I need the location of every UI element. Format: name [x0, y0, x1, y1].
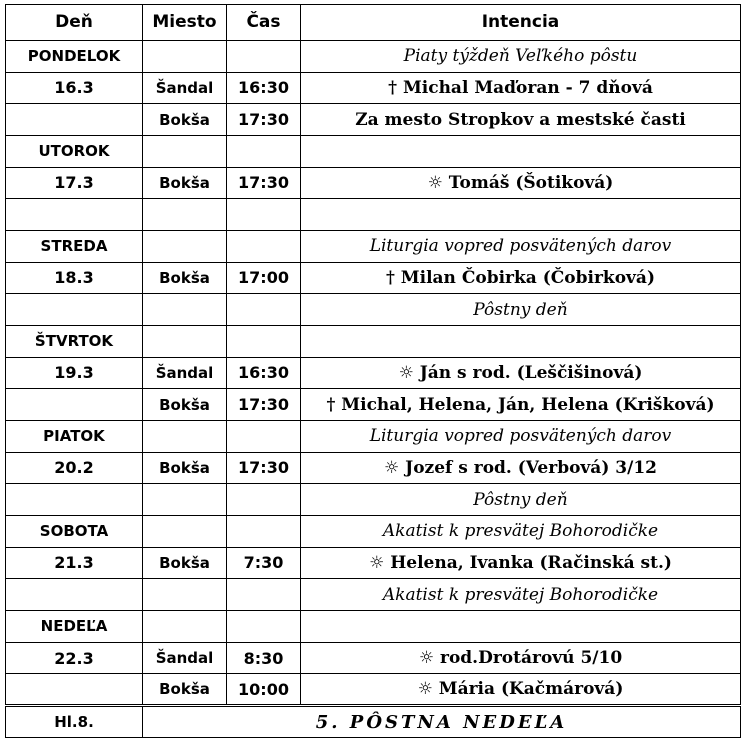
table-row	[6, 104, 741, 136]
day-cell: SOBOTA	[6, 515, 143, 547]
place-cell: Bokša	[143, 167, 227, 199]
place-cell	[143, 199, 227, 231]
table-row	[6, 642, 741, 674]
table-row	[6, 420, 741, 452]
table-row	[6, 230, 741, 262]
intent-cell	[301, 325, 741, 357]
footer-row	[6, 706, 741, 738]
day-cell	[6, 484, 143, 516]
place-cell: Bokša	[143, 547, 227, 579]
place-cell	[143, 611, 227, 643]
time-cell	[227, 420, 301, 452]
header-intent: Intencia	[301, 5, 741, 41]
time-cell	[227, 515, 301, 547]
place-cell	[143, 230, 227, 262]
place-cell: Bokša	[143, 452, 227, 484]
time-cell	[227, 611, 301, 643]
place-cell: Bokša	[143, 674, 227, 706]
day-cell: 16.3	[6, 72, 143, 104]
time-cell: 17:30	[227, 167, 301, 199]
table-row	[6, 199, 741, 231]
intent-cell	[301, 135, 741, 167]
table-row	[6, 484, 741, 516]
time-cell	[227, 579, 301, 611]
place-cell	[143, 135, 227, 167]
time-cell	[227, 40, 301, 72]
intent-cell: ☼ Helena, Ivanka (Račinská st.)	[301, 547, 741, 579]
intent-cell: Liturgia vopred posvätených darov	[301, 230, 741, 262]
time-cell: 10:00	[227, 674, 301, 706]
place-cell: Šandal	[143, 357, 227, 389]
place-cell	[143, 579, 227, 611]
intent-cell: Pôstny deň	[301, 484, 741, 516]
time-cell	[227, 230, 301, 262]
time-cell: 16:30	[227, 72, 301, 104]
place-cell: Šandal	[143, 72, 227, 104]
day-cell: NEDEĽA	[6, 611, 143, 643]
place-cell: Bokša	[143, 262, 227, 294]
intent-cell: † Michal Maďoran - 7 dňová	[301, 72, 741, 104]
header-row	[6, 5, 741, 41]
place-cell	[143, 40, 227, 72]
day-cell: 22.3	[6, 642, 143, 674]
day-cell	[6, 104, 143, 136]
time-cell	[227, 135, 301, 167]
time-cell	[227, 199, 301, 231]
time-cell	[227, 294, 301, 326]
table-row	[6, 40, 741, 72]
table-row	[6, 135, 741, 167]
place-cell: Bokša	[143, 104, 227, 136]
day-cell	[6, 199, 143, 231]
footer-label: Hl.8.	[6, 706, 143, 738]
table-row	[6, 579, 741, 611]
table-row	[6, 294, 741, 326]
intent-cell: Za mesto Stropkov a mestské časti	[301, 104, 741, 136]
intent-cell	[301, 199, 741, 231]
place-cell: Šandal	[143, 642, 227, 674]
table-row	[6, 325, 741, 357]
day-cell	[6, 294, 143, 326]
table-row	[6, 357, 741, 389]
header-day: Deň	[6, 5, 143, 41]
table-row	[6, 515, 741, 547]
table-row	[6, 167, 741, 199]
day-cell: ŠTVRTOK	[6, 325, 143, 357]
place-cell	[143, 420, 227, 452]
day-cell: UTOROK	[6, 135, 143, 167]
intent-cell: Pôstny deň	[301, 294, 741, 326]
intent-cell: Akatist k presvätej Bohorodičke	[301, 515, 741, 547]
day-cell	[6, 674, 143, 706]
header-time: Čas	[227, 5, 301, 41]
place-cell	[143, 294, 227, 326]
time-cell	[227, 484, 301, 516]
intent-cell: Piaty týždeň Veľkého pôstu	[301, 40, 741, 72]
intent-cell: † Milan Čobirka (Čobirková)	[301, 262, 741, 294]
day-cell: 19.3	[6, 357, 143, 389]
intent-cell	[301, 611, 741, 643]
intent-cell: ☼ Ján s rod. (Leščišinová)	[301, 357, 741, 389]
time-cell: 8:30	[227, 642, 301, 674]
place-cell	[143, 515, 227, 547]
table-row	[6, 674, 741, 706]
time-cell: 17:30	[227, 104, 301, 136]
intent-cell: Akatist k presvätej Bohorodičke	[301, 579, 741, 611]
schedule-table	[5, 4, 741, 738]
place-cell	[143, 325, 227, 357]
intent-cell: ☼ rod.Drotárovú 5/10	[301, 642, 741, 674]
place-cell	[143, 484, 227, 516]
day-cell: STREDA	[6, 230, 143, 262]
day-cell: 17.3	[6, 167, 143, 199]
table-row	[6, 611, 741, 643]
intent-cell: † Michal, Helena, Ján, Helena (Krišková)	[301, 389, 741, 421]
table-row	[6, 547, 741, 579]
header-place: Miesto	[143, 5, 227, 41]
intent-cell: ☼ Jozef s rod. (Verbová) 3/12	[301, 452, 741, 484]
day-cell	[6, 389, 143, 421]
time-cell	[227, 325, 301, 357]
intent-cell: ☼ Tomáš (Šotiková)	[301, 167, 741, 199]
day-cell: PIATOK	[6, 420, 143, 452]
day-cell: 20.2	[6, 452, 143, 484]
day-cell	[6, 579, 143, 611]
footer-title: 5. PÔSTNA NEDEĽA	[143, 706, 741, 738]
day-cell: 21.3	[6, 547, 143, 579]
time-cell: 16:30	[227, 357, 301, 389]
time-cell: 17:00	[227, 262, 301, 294]
intent-cell: Liturgia vopred posvätených darov	[301, 420, 741, 452]
day-cell: 18.3	[6, 262, 143, 294]
table-row	[6, 389, 741, 421]
time-cell: 17:30	[227, 452, 301, 484]
place-cell: Bokša	[143, 389, 227, 421]
table-row	[6, 72, 741, 104]
time-cell: 7:30	[227, 547, 301, 579]
intent-cell: ☼ Mária (Kačmárová)	[301, 674, 741, 706]
table-row	[6, 262, 741, 294]
table-row	[6, 452, 741, 484]
time-cell: 17:30	[227, 389, 301, 421]
day-cell: PONDELOK	[6, 40, 143, 72]
